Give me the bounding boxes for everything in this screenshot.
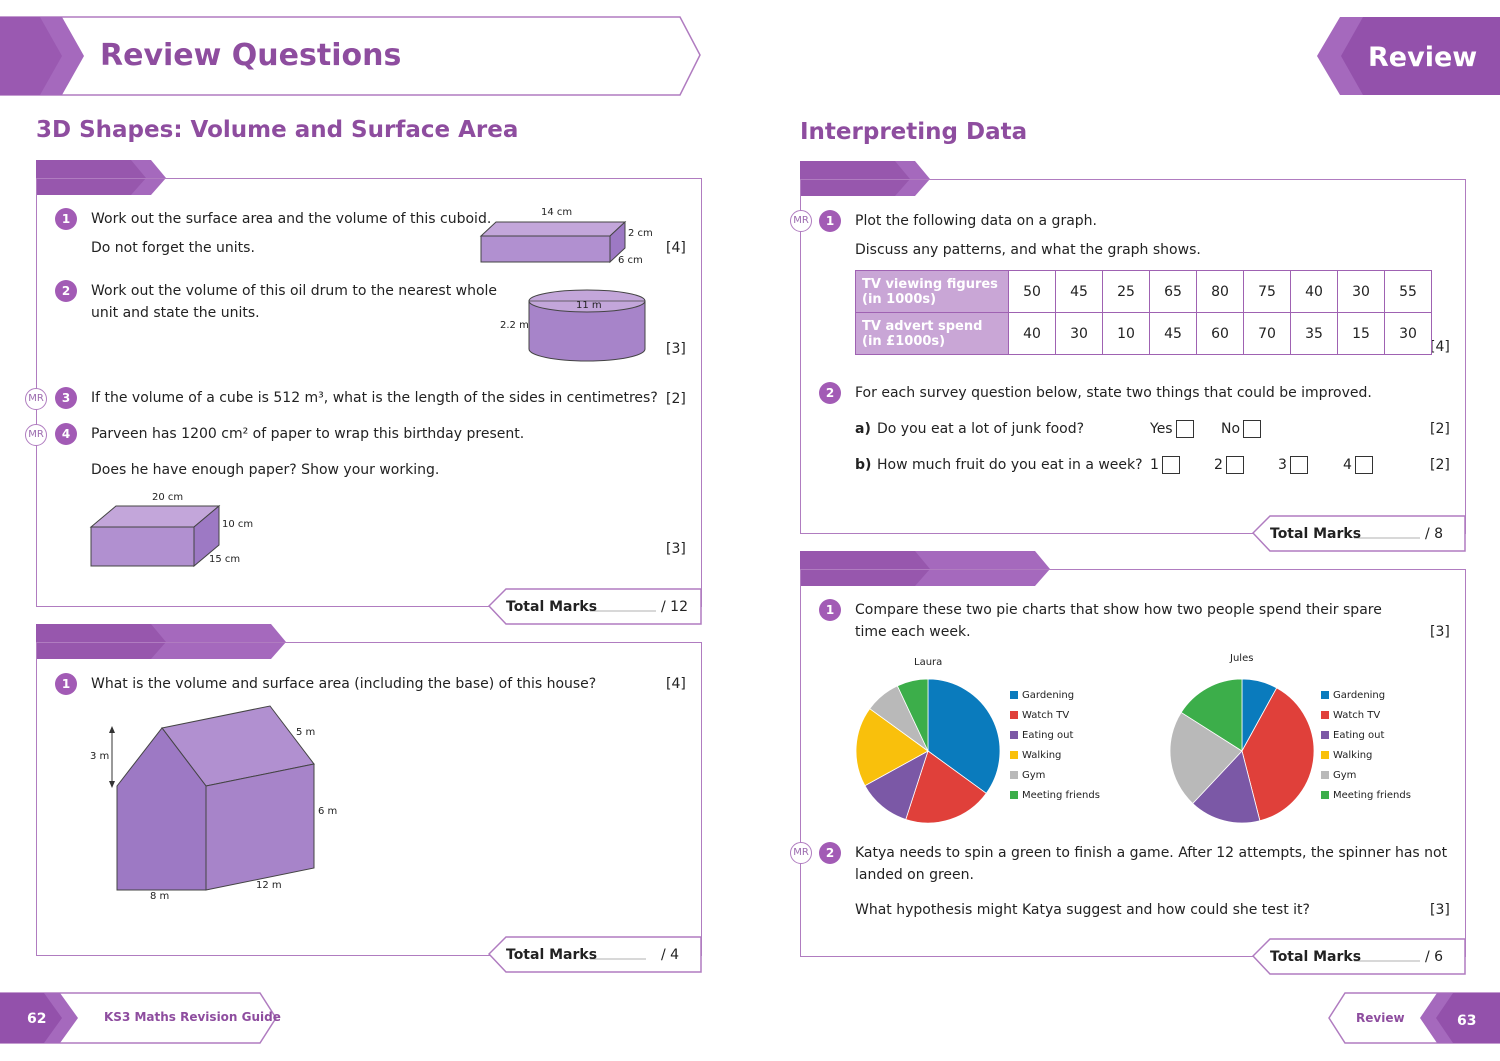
legend-item [1321,746,1411,766]
data-table [855,270,1432,355]
question-number: 1 [819,210,841,232]
marks-label: [3] [1430,624,1450,640]
question-number: 1 [55,673,77,695]
dimension-label: 2 cm [628,228,653,239]
legend-swatch [1321,771,1329,779]
legend-swatch [1010,751,1018,759]
question-text: Compare these two pie charts that show how two people spend their spare [855,602,1382,618]
row-header: TV advert spend (in £1000s) [856,313,1009,355]
question-text: Do not forget the units. [91,240,255,256]
question-text: What is the volume and surface area (including the base) of this house? [91,676,597,692]
part-label: b) [855,457,872,473]
legend-label: Walking [1333,750,1373,761]
dimension-label: 6 m [318,806,338,817]
legend-swatch [1321,731,1329,739]
question-text: Work out the surface area and the volume of this cuboid. [91,211,492,227]
dimension-label: 14 cm [541,207,573,218]
marks-label: [4] [1430,339,1450,355]
checkbox[interactable] [1226,456,1244,474]
table-cell: 30 [1056,313,1103,355]
question-text: Discuss any patterns, and what the graph shows. [855,242,1201,258]
dimension-label: 8 m [150,891,170,902]
marks-label: [2] [1430,421,1450,437]
table-cell: 80 [1197,271,1244,313]
table-cell: 40 [1291,271,1338,313]
legend-label: Watch TV [1022,710,1070,721]
table-cell: 30 [1338,271,1385,313]
marks-label: [2] [666,391,686,407]
option-2 [1214,456,1244,474]
page-number: 62 [27,1011,47,1027]
dimension-label: 20 cm [152,492,184,503]
question-text: If the volume of a cube is 512 m³, what is the length of the sides in centimetres? [91,390,658,406]
table-cell: 40 [1009,313,1056,355]
legend-swatch [1010,711,1018,719]
dimension-label: 6 cm [618,255,643,266]
table-cell: 75 [1244,271,1291,313]
dimension-label: 2.2 m [500,320,529,331]
question-text: Does he have enough paper? Show your working. [91,462,440,478]
legend-label: Meeting friends [1022,790,1100,801]
legend-item [1321,726,1411,746]
legend-label: Eating out [1022,730,1074,741]
question-number: 1 [55,208,77,230]
dimension-label: 12 m [256,880,282,891]
legend-label: Gardening [1333,690,1386,701]
total-marks-label: Total Marks [506,947,598,963]
legend-item [1010,786,1100,806]
option-3 [1278,456,1308,474]
pie-chart-laura [854,677,1002,825]
legend-item [1010,726,1100,746]
table-cell: 35 [1291,313,1338,355]
question-number: 2 [55,280,77,302]
legend-item [1321,786,1411,806]
question-number: 1 [819,599,841,621]
legend-label: Gym [1022,770,1046,781]
legend-item [1010,706,1100,726]
pie-title: Jules [1230,653,1254,664]
option-no [1221,420,1261,438]
dimension-label: 5 m [296,727,316,738]
table-cell: 30 [1385,313,1432,355]
marks-label: [3] [1430,902,1450,918]
oil-drum-diagram [526,287,648,365]
legend-swatch [1010,791,1018,799]
legend-item [1321,686,1411,706]
checkbox[interactable] [1162,456,1180,474]
house-diagram [100,700,320,895]
option-1 [1150,456,1180,474]
legend-item [1010,686,1100,706]
review-header-label: Review [1368,42,1478,73]
legend-item [1010,766,1100,786]
question-number: 3 [55,387,77,409]
mr-badge: MR [25,424,47,446]
question-number: 4 [55,423,77,445]
legend-label: Gardening [1022,690,1075,701]
part-text: How much fruit do you eat in a week? [877,457,1143,473]
marks-label: [4] [666,240,686,256]
book-title: KS3 Maths Revision Guide [104,1010,281,1024]
option-4 [1343,456,1373,474]
checkbox[interactable] [1176,420,1194,438]
part-text: Do you eat a lot of junk food? [877,421,1085,437]
checkbox[interactable] [1243,420,1261,438]
option-label: 1 [1150,457,1159,473]
legend-item [1321,766,1411,786]
question-text: Work out the volume of this oil drum to the nearest whole [91,283,498,299]
legend-label: Eating out [1333,730,1385,741]
table-cell: 70 [1244,313,1291,355]
legend-laura [1010,686,1100,806]
question-text: Parveen has 1200 cm² of paper to wrap this birthday present. [91,426,525,442]
question-text: Plot the following data on a graph. [855,213,1097,229]
page-number: 63 [1457,1013,1477,1029]
question-text: What hypothesis might Katya suggest and how could she test it? [855,902,1310,918]
question-number: 2 [819,842,841,864]
checkbox[interactable] [1290,456,1308,474]
section-title-interpreting-data: Interpreting Data [800,119,1028,145]
legend-label: Meeting friends [1333,790,1411,801]
table-row [856,271,1432,313]
mr-badge: MR [790,210,812,232]
question-text: Katya needs to spin a green to finish a game. After 12 attempts, the spinner has not [855,845,1448,861]
cuboid-diagram [478,218,628,266]
option-label: Yes [1150,421,1173,437]
legend-swatch [1321,751,1329,759]
total-marks-value: / 8 [1425,526,1444,542]
legend-swatch [1321,791,1329,799]
table-cell: 65 [1150,271,1197,313]
legend-label: Watch TV [1333,710,1381,721]
legend-jules [1321,686,1411,806]
dimension-label: 10 cm [222,519,254,530]
table-cell: 15 [1338,313,1385,355]
question-text: landed on green. [855,867,974,883]
mr-badge: MR [790,842,812,864]
pie-chart-jules [1168,677,1316,825]
total-marks-label: Total Marks [506,599,598,615]
table-cell: 45 [1150,313,1197,355]
mr-badge: MR [25,388,47,410]
dimension-label: 11 m [576,300,602,311]
option-yes [1150,420,1194,438]
table-cell: 55 [1385,271,1432,313]
total-marks-value: / 4 [661,947,680,963]
row-header: TV viewing figures (in 1000s) [856,271,1009,313]
part-label: a) [855,421,871,437]
table-row [856,313,1432,355]
table-cell: 10 [1103,313,1150,355]
legend-swatch [1321,711,1329,719]
legend-label: Walking [1022,750,1062,761]
marks-label: [4] [666,676,686,692]
checkbox[interactable] [1355,456,1373,474]
legend-swatch [1321,691,1329,699]
dimension-label: 15 cm [209,554,241,565]
table-cell: 60 [1197,313,1244,355]
marks-label: [3] [666,341,686,357]
legend-label: Gym [1333,770,1357,781]
question-number: 2 [819,382,841,404]
option-label: 3 [1278,457,1287,473]
legend-item [1010,746,1100,766]
total-marks-value: / 6 [1425,949,1444,965]
question-text: time each week. [855,624,971,640]
footer-review-label: Review [1356,1011,1405,1025]
option-label: 4 [1343,457,1352,473]
marks-label: [3] [666,541,686,557]
section-title-3d-shapes: 3D Shapes: Volume and Surface Area [36,117,519,143]
legend-swatch [1010,731,1018,739]
legend-swatch [1010,771,1018,779]
present-box-diagram [88,503,223,569]
question-text: For each survey question below, state two things that could be improved. [855,385,1372,401]
option-label: No [1221,421,1241,437]
marks-label: [2] [1430,457,1450,473]
table-cell: 25 [1103,271,1150,313]
question-text: unit and state the units. [91,305,260,321]
question-box-data [800,179,1466,534]
legend-item [1321,706,1411,726]
table-cell: 45 [1056,271,1103,313]
total-marks-label: Total Marks [1270,526,1362,542]
legend-swatch [1010,691,1018,699]
total-marks-value: / 12 [661,599,688,615]
dimension-label: 3 m [90,751,110,762]
total-marks-label: Total Marks [1270,949,1362,965]
option-label: 2 [1214,457,1223,473]
table-cell: 50 [1009,271,1056,313]
page-title: Review Questions [100,38,402,73]
pie-title: Laura [914,657,943,668]
